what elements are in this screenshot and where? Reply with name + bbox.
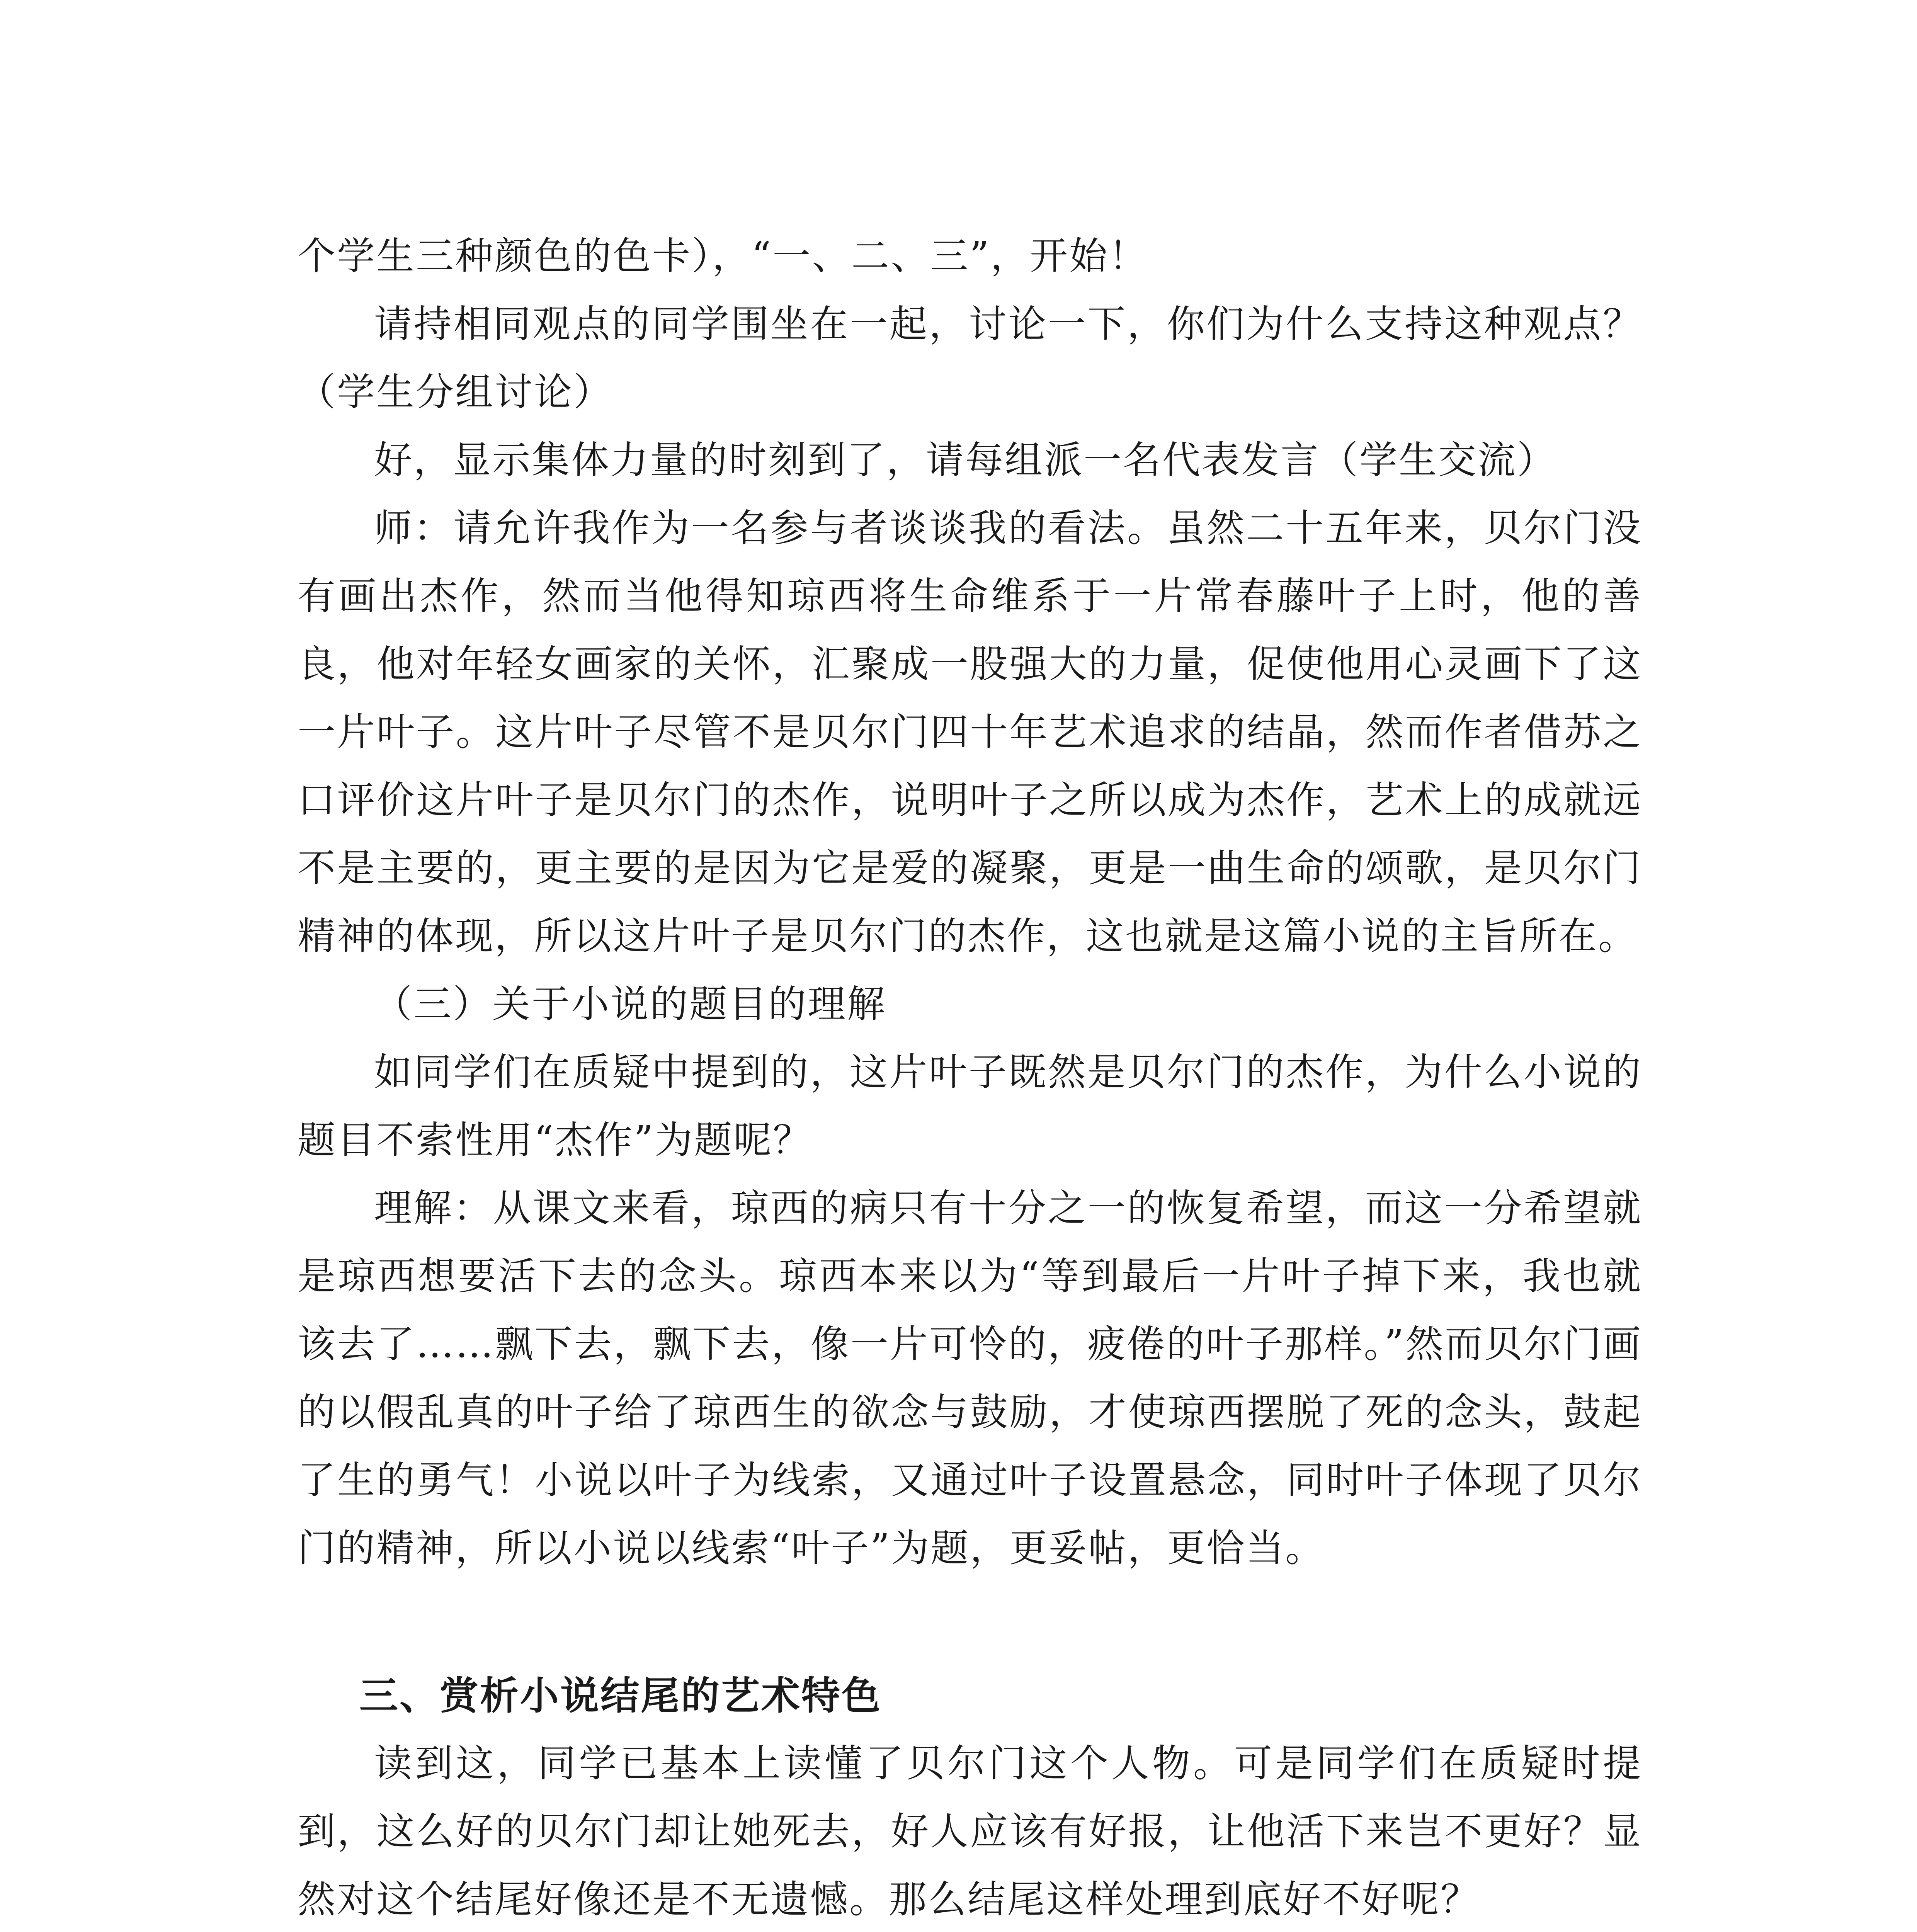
paragraph-group-discussion: 请持相同观点的同学围坐在一起，讨论一下，你们为什么支持这种观点？（学生分组讨论）	[298, 302, 1642, 414]
paragraph-ending-question: 读到这，同学已基本上读懂了贝尔门这个人物。可是同学们在质疑时提到，这么好的贝尔门却让她死去，好人应该有好报，让他活下来岂不更好？显然对这个结尾好像还是不无遗憾。那么结尾这样处理到底好不好呢？	[298, 1742, 1642, 1922]
paragraph-title-question: 如同学们在质疑中提到的，这片叶子既然是贝尔门的杰作，为什么小说的题目不索性用“杰作”为题呢？	[298, 1050, 1642, 1162]
section-heading: 三、赏析小说结尾的艺术特色	[359, 1673, 882, 1718]
paragraph-continuation: 个学生三种颜色的色卡），“一、二、三”，开始！	[298, 234, 1148, 278]
paragraph-teacher-view: 师：请允许我作为一名参与者谈谈我的看法。虽然二十五年来，贝尔门没有画出杰作，然而当他得知琼西将生命维系于一片常春藤叶子上时，他的善良，他对年轻女画家的关怀，汇聚成一股强大的力量，促使他用心灵画下了这一片叶子。这片叶子尽管不是贝尔门四十年艺术追求的结晶，然而作者借苏之口评价这片叶子是贝尔门的杰作，说明叶子之所以成为杰作，艺术上的成就远不是主要的，更主要的是因为它是爱的凝聚，更是一曲生命的颂歌，是贝尔门精神的体现，所以这片叶子是贝尔门的杰作，这也就是这篇小说的主旨所在。	[298, 506, 1642, 958]
subheading-title-understanding: （三）关于小说的题目的理解	[374, 982, 887, 1026]
document-body	[298, 222, 1642, 1932]
paragraph-group-presentation: 好，显示集体力量的时刻到了，请每组派一名代表发言（学生交流）	[374, 438, 1557, 482]
paragraph-understanding: 理解：从课文来看，琼西的病只有十分之一的恢复希望，而这一分希望就是琼西想要活下去的念头。琼西本来以为“等到最后一片叶子掉下来，我也就该去了……飘下去，飘下去，像一片可怜的，疲倦的叶子那样。”然而贝尔门画的以假乱真的叶子给了琼西生的欲念与鼓励，才使琼西摆脱了死的念头，鼓起了生的勇气！小说以叶子为线索，又通过叶子设置悬念，同时叶子体现了贝尔门的精神，所以小说以线索“叶子”为题，更妥帖，更恰当。	[298, 1186, 1642, 1570]
